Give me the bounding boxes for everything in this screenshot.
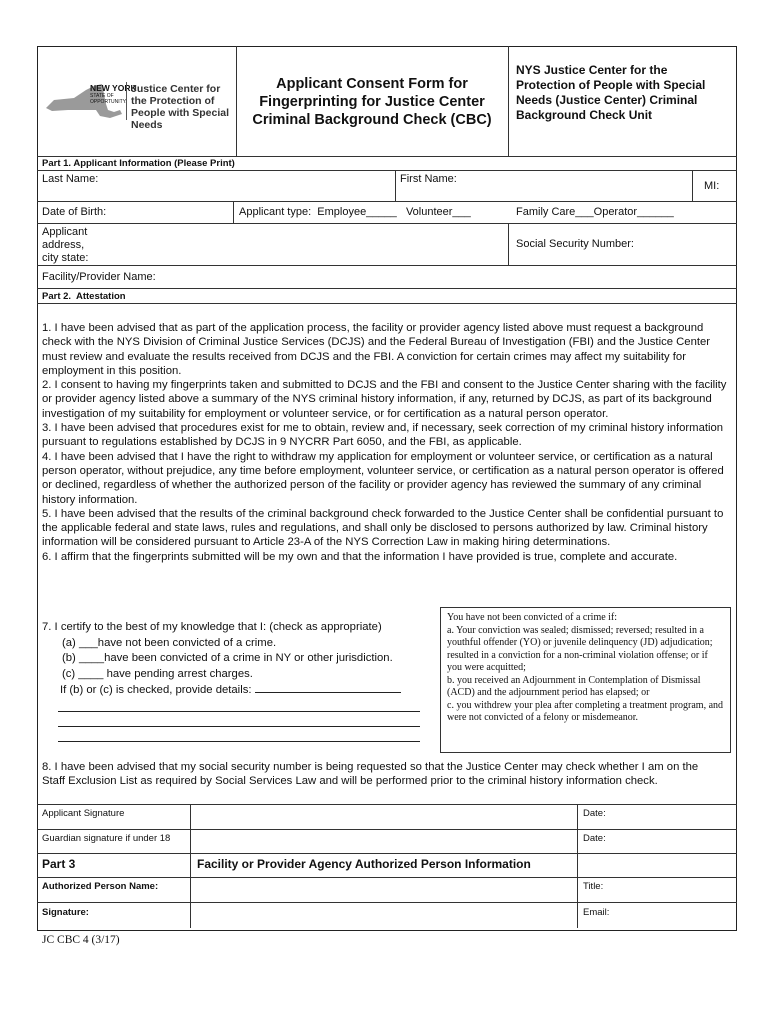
attestation-item-6: 6. I affirm that the fingerprints submitted will be my own and that the information I have provided is true, complete and accurate. <box>42 550 678 563</box>
rule <box>37 170 737 171</box>
rule <box>233 201 234 223</box>
ssn-field[interactable]: Social Security Number: <box>516 238 634 250</box>
authorized-signature-label: Signature: <box>42 907 89 918</box>
title-field[interactable]: Title: <box>583 881 604 892</box>
attestation-item-4: 4. I have been advised that I have the right to withdraw my application for employment or volunteer service, or certification as a natural person operator, without prejudice, any time before employment, volunteer service, or certification as a natural person operator is offered or declined, regardless of whether the authorized person of the facility or provider agency has reviewed the summary of any criminal history information. <box>42 450 724 506</box>
rule <box>37 223 737 224</box>
last-name-field[interactable]: Last Name: <box>42 173 99 185</box>
guardian-signature-field[interactable] <box>191 830 576 853</box>
guardian-date-field[interactable]: Date: <box>583 833 606 844</box>
form-id: JC CBC 4 (3/17) <box>42 934 120 946</box>
rule <box>692 170 693 201</box>
rule <box>395 170 396 201</box>
family-care-field[interactable]: Family Care___Operator______ <box>516 206 674 218</box>
facility-field[interactable]: Facility/Provider Name: <box>42 271 156 283</box>
rule <box>37 156 737 157</box>
details-line-3[interactable] <box>58 741 420 742</box>
header-divider-right <box>508 46 509 156</box>
email-field[interactable]: Email: <box>583 907 610 918</box>
rule <box>37 853 737 854</box>
part1-heading: Part 1. Applicant Information (Please Print) <box>42 158 235 169</box>
note-a: a. Your conviction was sealed; dismissed; reversed; resulted in a youthful offender (YO) or juvenile delinquency (JD) adjudication; resulted in a conviction for a non-criminal violation offense; or if you were acquitted; <box>447 624 713 673</box>
item7-option-a[interactable]: (a) ___have not been convicted of a crime. <box>62 636 277 649</box>
rule <box>37 201 737 202</box>
applicant-signature-label: Applicant Signature <box>42 808 125 819</box>
rule <box>37 265 737 266</box>
item7-option-c[interactable]: (c) ____ have pending arrest charges. <box>62 667 253 680</box>
applicant-type-field[interactable]: Applicant type: Employee_____ Volunteer___ <box>239 206 471 218</box>
logo-divider <box>126 82 127 120</box>
details-input[interactable] <box>255 682 401 693</box>
item7-details-label: If (b) or (c) is checked, provide details: <box>60 684 252 696</box>
attestation-item-7: 7. I certify to the best of my knowledge that I: (check as appropriate) <box>42 621 382 633</box>
item7-details-row <box>42 682 437 699</box>
rule <box>37 288 737 289</box>
rule <box>508 223 509 265</box>
part3-label: Part 3 <box>42 857 76 871</box>
attestation-items-1-6 <box>42 321 734 564</box>
attestation-item-2: 2. I consent to having my fingerprints taken and submitted to DCJS and the FBI and consent to the Justice Center sharing with the facility or provider agency listed above a summary of the NYS criminal history information, if any, returned by DCJS, as part of its background investigation of my suitability for employment or volunteer service, or for certification as a natural person operator. <box>42 379 727 420</box>
mi-field[interactable]: MI: <box>704 180 720 192</box>
note-b: b. you received an Adjournment in Contemplation of Dismissal (ACD) and the adjournment period has elapsed; or <box>447 674 701 698</box>
rule <box>577 804 578 928</box>
details-line-1[interactable] <box>58 711 420 712</box>
header-divider-left <box>236 46 237 156</box>
dob-field[interactable]: Date of Birth: <box>42 206 107 218</box>
note-c: c. you withdrew your plea after completing a treatment program, and were not convicted of a felony or misdemeanor. <box>447 699 724 723</box>
logo-state-name: NEW YORK <box>90 83 137 93</box>
authorized-name-label: Authorized Person Name: <box>42 881 159 892</box>
conviction-note-box <box>440 607 731 753</box>
item7-block <box>42 620 437 699</box>
item7-option-b[interactable]: (b) ____have been convicted of a crime in NY or other jurisdiction. <box>62 652 393 664</box>
attestation-item-3: 3. I have been advised that procedures exist for me to obtain, review and, if necessary, seek correction of my criminal history information pursuant to regulations established by DCJS in 9 NYCRR Part 6050, and the FBI, as applicable. <box>42 422 724 449</box>
guardian-signature-label: Guardian signature if under 18 <box>42 833 171 844</box>
applicant-signature-field[interactable] <box>191 805 576 829</box>
authorized-name-field[interactable] <box>191 878 576 902</box>
note-intro: You have not been convicted of a crime if: <box>447 612 618 623</box>
rule <box>37 303 737 304</box>
form-title: Applicant Consent Form for Fingerprinting for Justice Center Criminal Background Check (CBC) <box>252 76 492 128</box>
attestation-item-1: 1. I have been advised that as part of the application process, the facility or provider agency listed above must request a background check with the NYS Division of Criminal Justice Services (DCJS) and the Federal Bureau of Investigation (FBI) and the Justice Center must review and evaluate the results received from DCJS and the FBI. A conviction for certain crimes may affect my suitability for employment in this position. <box>42 322 711 377</box>
details-line-2[interactable] <box>58 726 420 727</box>
attestation-item-5: 5. I have been advised that the results of the criminal background check forwarded to the Justice Center shall be confidential pursuant to the applicable federal and state laws, rules and regulations, and shall only be disclosed to persons authorized by law. Criminal history information will be considered pursuant to Article 23-A of the NYS Correction Law in making hiring determinations. <box>42 507 724 549</box>
attestation-item-8: 8. I have been advised that my social security number is being requested so that the Justice Center may check whether I am on the Staff Exclusion List as required by Social Services Law and will be performed prior to the criminal history information check. <box>42 761 699 788</box>
part3-heading: Facility or Provider Agency Authorized Person Information <box>197 857 531 871</box>
nys-logo <box>44 80 234 131</box>
logo-tagline: STATE OF OPPORTUNITY. <box>90 93 127 105</box>
applicant-date-field[interactable]: Date: <box>583 808 606 819</box>
part2-heading: Part 2. Attestation <box>42 291 126 302</box>
agency-name: NYS Justice Center for the Protection of People with Special Needs (Justice Center) Criminal Background Check Unit <box>516 63 706 122</box>
first-name-field[interactable]: First Name: <box>400 173 457 185</box>
authorized-signature-field[interactable] <box>191 903 576 928</box>
logo-organization: Justice Center for the Protection of People with Special Needs <box>131 83 230 131</box>
address-field[interactable]: Applicant address, city state: <box>42 226 89 264</box>
